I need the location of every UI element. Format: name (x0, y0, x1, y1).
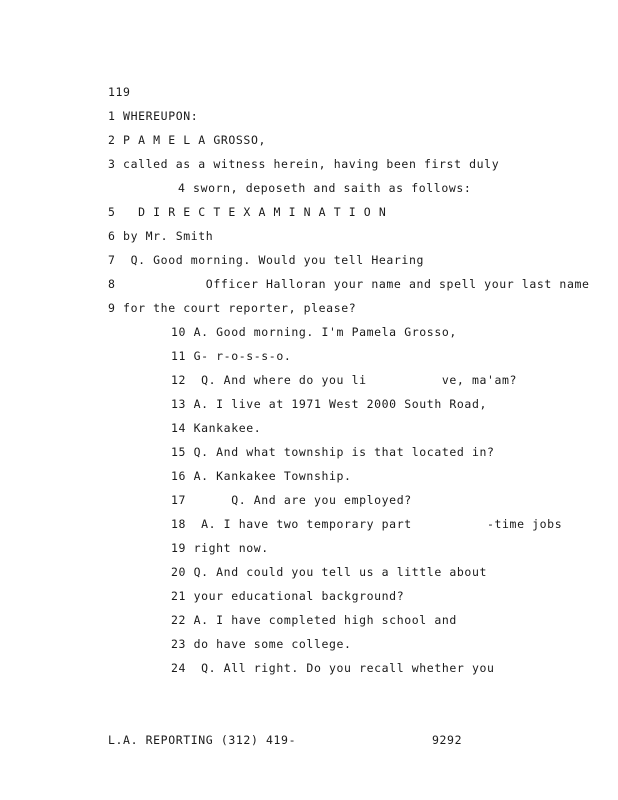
line-5: 5 D I R E C T E X A M I N A T I O N (108, 205, 387, 219)
line-22: 22 A. I have completed high school and (171, 613, 457, 627)
line-8: 8 Officer Halloran your name and spell your last name (108, 277, 590, 291)
line-13: 13 A. I live at 1971 West 2000 South Road, (171, 397, 487, 411)
line-7: 7 Q. Good morning. Would you tell Hearing (108, 253, 424, 267)
line-18: 18 A. I have two temporary part -time jobs (171, 517, 563, 531)
line-14: 14 Kankakee. (171, 421, 262, 435)
line-3: 3 called as a witness herein, having been first duly (108, 157, 500, 171)
line-23: 23 do have some college. (171, 637, 352, 651)
line-12: 12 Q. And where do you li ve, ma'am? (171, 373, 518, 387)
line-16: 16 A. Kankakee Township. (171, 469, 352, 483)
line-4: 4 sworn, deposeth and saith as follows: (178, 181, 472, 195)
line-1: 1 WHEREUPON: (108, 109, 199, 123)
line-2: 2 P A M E L A GROSSO, (108, 133, 266, 147)
footer-phone-suffix: 9292 (432, 733, 463, 747)
line-20: 20 Q. And could you tell us a little about (171, 565, 487, 579)
line-15: 15 Q. And what township is that located in? (171, 445, 495, 459)
line-10: 10 A. Good morning. I'm Pamela Grosso, (171, 325, 457, 339)
line-19: 19 right now. (171, 541, 269, 555)
line-17: 17 Q. And are you employed? (171, 493, 412, 507)
line-24: 24 Q. All right. Do you recall whether you (171, 661, 495, 675)
page-number: 119 (108, 85, 131, 99)
footer-reporter: L.A. REPORTING (312) 419- (108, 733, 297, 747)
line-9: 9 for the court reporter, please? (108, 301, 357, 315)
line-21: 21 your educational background? (171, 589, 405, 603)
line-6: 6 by Mr. Smith (108, 229, 214, 243)
line-11: 11 G- r-o-s-s-o. (171, 349, 292, 363)
